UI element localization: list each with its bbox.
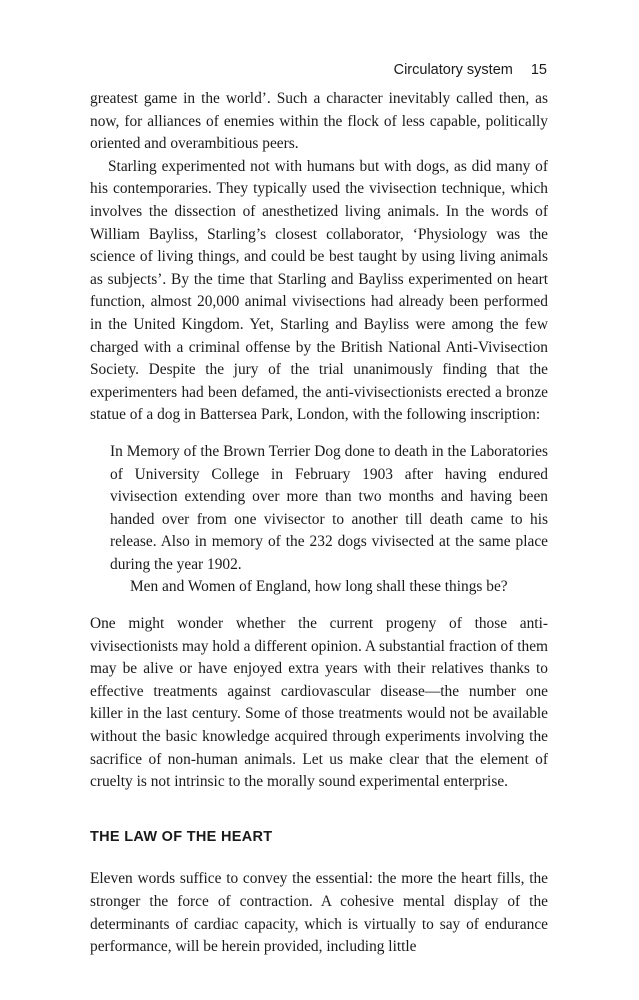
running-head-title: Circulatory system [393, 62, 513, 78]
quote-signature: Men and Women of England, how long shall these things be? [130, 578, 508, 596]
running-head [394, 62, 547, 78]
body-text [90, 88, 548, 959]
section-spacer [90, 794, 548, 826]
paragraph-law: Eleven words suffice to convey the essential: the more the heart fills, the stronger the force of contraction. A cohesive mental display of the determinants of cardiac capacity, which is virtually to say of endurance performance, will be herein provided, including little [90, 870, 548, 956]
paragraph-starling: Starling experimented not with humans but with dogs, as did many of his contemporaries. They typically used the vivisection technique, which involves the dissection of anesthetized living animals. In the words of William Bayliss, Starling’s closest collaborator, ‘Physiology was the science of living things, and could be best taught by using living animals as subjects’. By the time that Starling and Bayliss experimented on heart function, almost 20,000 animal vivisections had already been performed in the United Kingdom. Yet, Starling and Bayliss were among the few charged with a criminal offense by the British National Anti-Vivisection Society. Despite the jury of the trial unanimously finding that the experimenters had been defamed, the anti-vivisectionists erected a bronze statue of a dog in Battersea Park, London, with the following inscription: [90, 157, 548, 424]
paragraph-continued: greatest game in the world’. Such a character inevitably called then, as now, for alliances of enemies within the flock of less capable, politically oriented and overambitious peers. [90, 90, 548, 153]
quote-inscription: In Memory of the Brown Terrier Dog done to death in the Laboratories of University College in February 1903 after having endured vivisection extending over more than two months and having been handed over from one vivisector to another till death came to his release. Also in memory of the 232 dogs vivisected at the same place during the year 1902. [110, 442, 548, 573]
block-quote [110, 441, 548, 599]
page-number: 15 [530, 62, 547, 78]
paragraph-progeny: One might wonder whether the current progeny of those anti-vivisectionists may hold a different opinion. A substantial fraction of them may be alive or have enjoyed extra years with their relatives thanks to effective treatments against cardiovascular disease—the number one killer in the last century. Some of those treatments would not be available without the basic knowledge acquired through experiments involving the sacrifice of non-human animals. Let us make clear that the element of cruelty is not intrinsic to the morally sound experimental enterprise. [90, 615, 548, 791]
section-heading: THE LAW OF THE HEART [90, 828, 273, 845]
